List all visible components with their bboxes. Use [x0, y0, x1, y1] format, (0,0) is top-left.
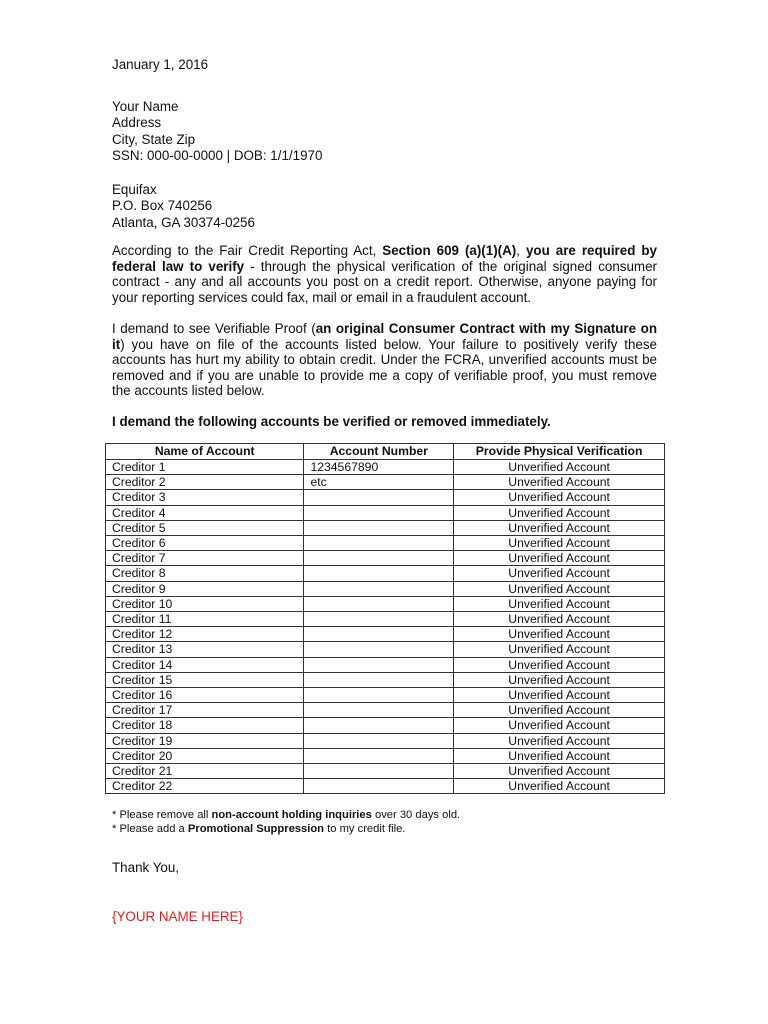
- footnotes: [112, 808, 460, 836]
- cell-verification: Unverified Account: [454, 657, 665, 672]
- sender-address-block: [112, 99, 657, 164]
- table-row: [106, 688, 665, 703]
- cell-verification: Unverified Account: [454, 505, 665, 520]
- cell-verification: Unverified Account: [454, 581, 665, 596]
- table-row: [106, 733, 665, 748]
- cell-account-name: Creditor 1: [106, 460, 304, 475]
- cell-account-number: etc: [304, 475, 454, 490]
- cell-account-number: [304, 703, 454, 718]
- table-header-row: [106, 444, 665, 460]
- fcra-text-3: - through the physical verification of the original signed consumer contract - any and all accounts you post on a credit report. Otherwise, anyone paying for your reporting services could fax, mail or email in a fraudulent account.: [112, 258, 657, 305]
- demand-text-1: I demand to see Verifiable Proof (: [112, 321, 316, 336]
- cell-verification: Unverified Account: [454, 733, 665, 748]
- table-row: [106, 612, 665, 627]
- header-name-of-account: Name of Account: [106, 444, 304, 460]
- sender-ssn-dob: SSN: 000-00-0000 | DOB: 1/1/1970: [112, 147, 323, 163]
- fcra-text-2: ,: [516, 243, 526, 258]
- accounts-table: [105, 443, 665, 794]
- cell-account-number: [304, 733, 454, 748]
- closing-text: Thank You,: [112, 860, 180, 875]
- cell-account-name: Creditor 17: [106, 703, 304, 718]
- recipient-po-box: P.O. Box 740256: [112, 198, 213, 214]
- cell-verification: Unverified Account: [454, 460, 665, 475]
- signature-placeholder: [112, 909, 657, 925]
- table-row: [106, 551, 665, 566]
- cell-account-number: [304, 764, 454, 779]
- cell-account-number: [304, 672, 454, 687]
- letter-date: [112, 57, 657, 73]
- table-row: [106, 520, 665, 535]
- date-text: January 1, 2016: [112, 57, 209, 72]
- recipient-address-block: [112, 182, 657, 231]
- note-text: over 30 days old.: [371, 809, 461, 821]
- cell-account-name: Creditor 20: [106, 748, 304, 763]
- cell-verification: Unverified Account: [454, 688, 665, 703]
- recipient-city-state-zip: Atlanta, GA 30374-0256: [112, 214, 255, 230]
- note-promotional-suppression: [112, 822, 460, 836]
- table-row: [106, 627, 665, 642]
- cell-verification: Unverified Account: [454, 536, 665, 551]
- cell-account-name: Creditor 22: [106, 779, 304, 794]
- cell-account-number: [304, 520, 454, 535]
- cell-verification: Unverified Account: [454, 703, 665, 718]
- header-account-number: Account Number: [304, 444, 454, 460]
- note-inquiries: [112, 808, 460, 822]
- cell-verification: Unverified Account: [454, 748, 665, 763]
- cell-account-name: Creditor 9: [106, 581, 304, 596]
- cell-account-number: [304, 718, 454, 733]
- note-text: * Please add a: [112, 823, 188, 835]
- table-row: [106, 672, 665, 687]
- cell-account-number: [304, 551, 454, 566]
- cell-account-name: Creditor 18: [106, 718, 304, 733]
- cell-account-name: Creditor 14: [106, 657, 304, 672]
- cell-account-name: Creditor 8: [106, 566, 304, 581]
- cell-verification: Unverified Account: [454, 672, 665, 687]
- cell-account-name: Creditor 4: [106, 505, 304, 520]
- cell-account-number: [304, 505, 454, 520]
- table-row: [106, 566, 665, 581]
- cell-account-number: [304, 536, 454, 551]
- signature-text: {YOUR NAME HERE}: [112, 909, 243, 924]
- cell-verification: Unverified Account: [454, 475, 665, 490]
- demand-paragraph: [112, 321, 657, 399]
- cell-verification: Unverified Account: [454, 764, 665, 779]
- note-bold: non-account holding inquiries: [211, 809, 372, 821]
- header-physical-verification: Provide Physical Verification: [454, 444, 665, 460]
- cell-account-number: [304, 566, 454, 581]
- fcra-paragraph: [112, 243, 657, 305]
- table-row: [106, 764, 665, 779]
- table-row: [106, 779, 665, 794]
- table-row: [106, 475, 665, 490]
- cell-account-name: Creditor 13: [106, 642, 304, 657]
- cell-verification: Unverified Account: [454, 566, 665, 581]
- cell-verification: Unverified Account: [454, 612, 665, 627]
- table-row: [106, 460, 665, 475]
- note-text: to my credit file.: [324, 823, 406, 835]
- cell-account-number: [304, 657, 454, 672]
- cell-account-name: Creditor 5: [106, 520, 304, 535]
- cell-verification: Unverified Account: [454, 627, 665, 642]
- cell-account-number: [304, 642, 454, 657]
- cell-account-name: Creditor 21: [106, 764, 304, 779]
- cell-verification: Unverified Account: [454, 642, 665, 657]
- cell-verification: Unverified Account: [454, 718, 665, 733]
- cell-verification: Unverified Account: [454, 520, 665, 535]
- cell-account-number: [304, 627, 454, 642]
- table-row: [106, 505, 665, 520]
- cell-account-name: Creditor 3: [106, 490, 304, 505]
- demand-contract-bold: an original Consumer Contract with my Signature on it: [112, 321, 657, 352]
- cell-account-number: [304, 490, 454, 505]
- recipient-name: Equifax: [112, 182, 157, 197]
- table-row: [106, 718, 665, 733]
- cell-verification: Unverified Account: [454, 551, 665, 566]
- cell-account-name: Creditor 12: [106, 627, 304, 642]
- table-row: [106, 703, 665, 718]
- cell-account-name: Creditor 16: [106, 688, 304, 703]
- cell-account-name: Creditor 7: [106, 551, 304, 566]
- table-row: [106, 536, 665, 551]
- sender-name: Your Name: [112, 99, 179, 114]
- demand-text-2: ) you have on file of the accounts listed below. Your failure to positively verify these accounts has hurt my ability to obtain credit. Under the FCRA, unverified accounts must be removed and if you are unable to provide me a copy of verifiable proof, you must remove the accounts listed below.: [112, 336, 657, 399]
- cell-account-name: Creditor 19: [106, 733, 304, 748]
- fcra-text-1: According to the Fair Credit Reporting Act,: [112, 243, 383, 258]
- cell-account-name: Creditor 15: [106, 672, 304, 687]
- note-text: * Please remove all: [112, 809, 212, 821]
- cell-verification: Unverified Account: [454, 490, 665, 505]
- table-row: [106, 642, 665, 657]
- fcra-requirement-bold: you are required by federal law to verify: [112, 243, 657, 274]
- verify-demand-heading: I demand the following accounts be verified or removed immediately.: [112, 414, 551, 429]
- table-row: [106, 596, 665, 611]
- cell-verification: Unverified Account: [454, 596, 665, 611]
- table-row: [106, 748, 665, 763]
- closing: [112, 860, 657, 876]
- cell-account-name: Creditor 2: [106, 475, 304, 490]
- sender-city-state-zip: City, State Zip: [112, 131, 196, 147]
- cell-account-number: [304, 612, 454, 627]
- cell-account-name: Creditor 11: [106, 612, 304, 627]
- table-row: [106, 581, 665, 596]
- cell-account-name: Creditor 10: [106, 596, 304, 611]
- note-bold: Promotional Suppression: [187, 823, 325, 835]
- fcra-section-bold: Section 609 (a)(1)(A): [382, 243, 517, 258]
- sender-address: Address: [112, 115, 162, 131]
- cell-account-name: Creditor 6: [106, 536, 304, 551]
- cell-account-number: [304, 748, 454, 763]
- table-row: [106, 657, 665, 672]
- cell-account-number: [304, 596, 454, 611]
- table-row: [106, 490, 665, 505]
- cell-account-number: [304, 779, 454, 794]
- cell-account-number: 1234567890: [304, 460, 454, 475]
- cell-account-number: [304, 688, 454, 703]
- cell-account-number: [304, 581, 454, 596]
- cell-verification: Unverified Account: [454, 779, 665, 794]
